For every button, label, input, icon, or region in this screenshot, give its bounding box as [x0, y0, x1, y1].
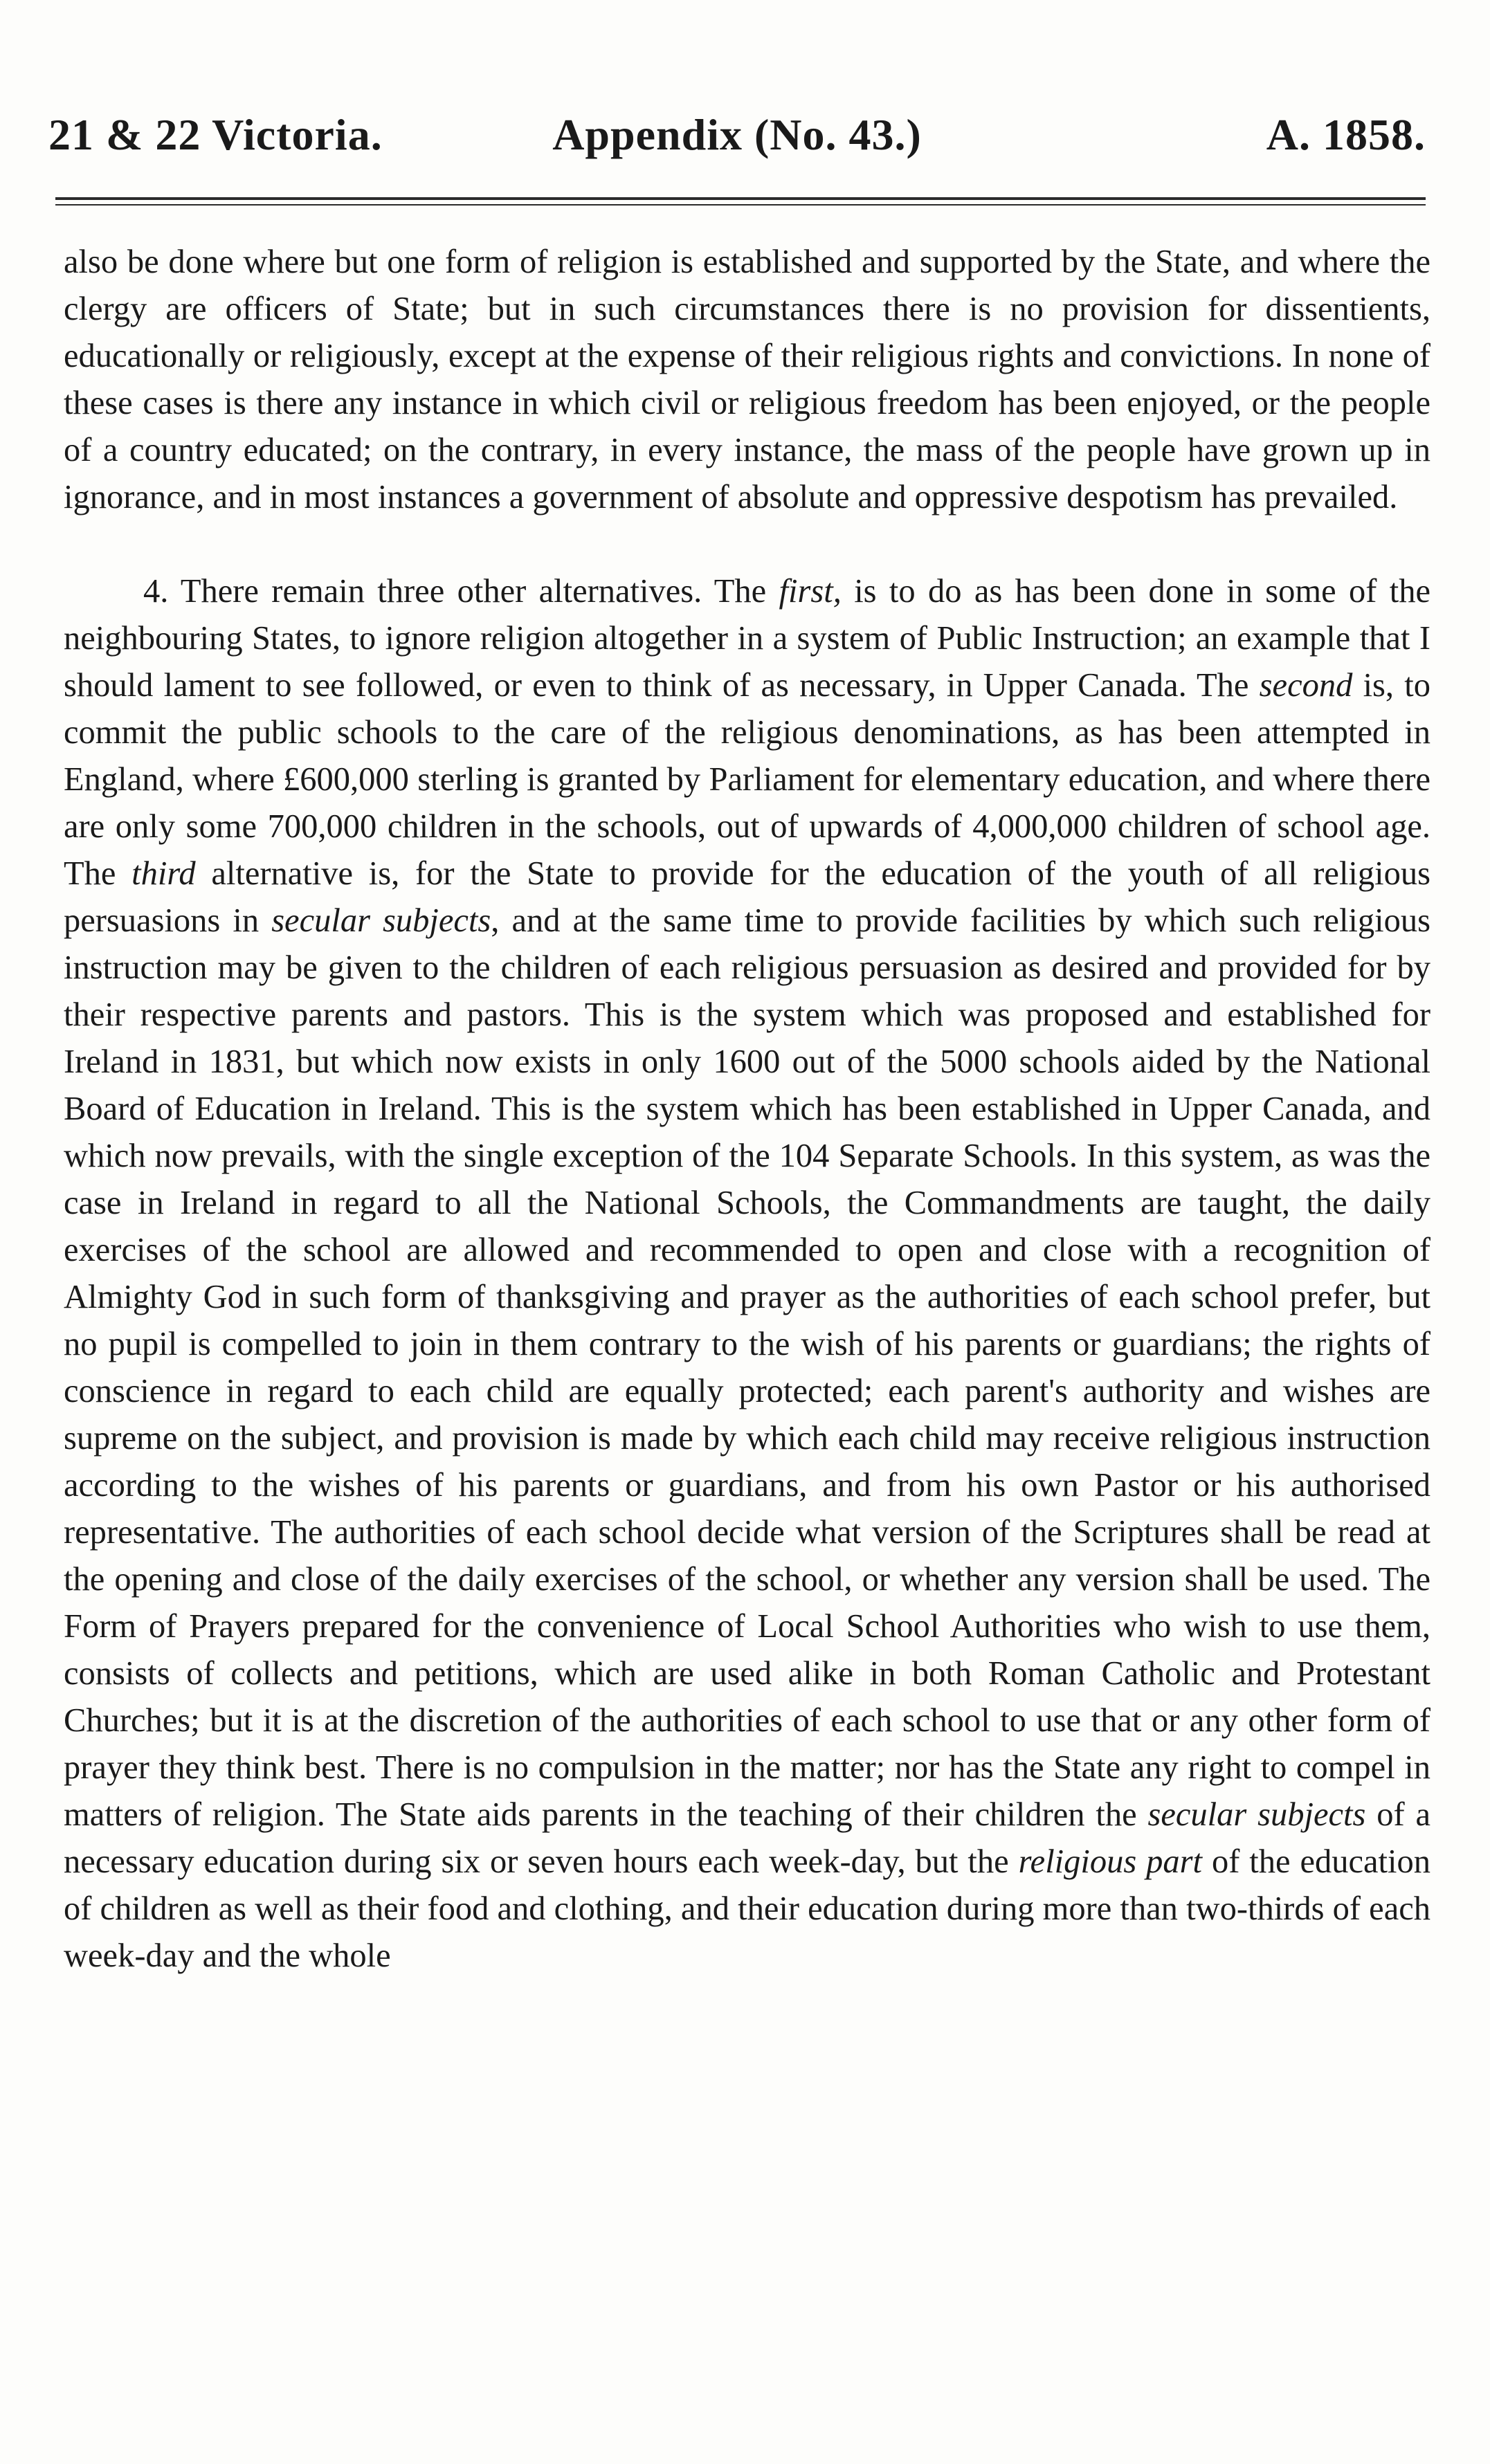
paragraph-alternatives: [64, 568, 1430, 1980]
para2-italic-first: first,: [779, 573, 842, 610]
para2-italic-secular-subjects-2: secular subjects: [1147, 1796, 1366, 1833]
header-rule-thin: [55, 204, 1426, 206]
para2-text-1: 4. There remain three other alternatives. The: [143, 573, 779, 610]
para2-text-3: is, to commit the public schools to the care of the religious denominations, as has been attempted in England, where £600,000 sterling is granted by Parliament for elementary education, and where there are only some 700,000 children in the schools, out of upwards of 4,000,000 children of school age. The: [64, 667, 1430, 892]
header-year: A. 1858.: [1266, 110, 1426, 159]
para2-italic-secular-subjects: secular subjects: [271, 902, 491, 939]
header-rule-thick: [55, 197, 1426, 200]
para2-text-4: alternative is, for the State to provide for the education of the youth of all religious persuasions in: [64, 855, 1430, 939]
para2-text-7: of the education of children as well as their food and clothing, and their education during more than two-thirds of each week-day and the whole: [64, 1843, 1431, 1974]
header-session: 21 & 22 Victoria.: [48, 110, 383, 159]
header-appendix: Appendix (No. 43.): [552, 110, 922, 159]
para2-text-6: of a necessary education during six or seven hours each week-day, but the: [64, 1796, 1430, 1880]
paragraph-continued: also be done where but one form of religion is established and supported by the State, and where the clergy are officers of State; but in such circumstances there is no provision for dissentients, educationally or religiously, except at the expense of their religious rights and convictions. In none of these cases is there any instance in which civil or religious freedom has been enjoyed, or the people of a country educated; on the contrary, in every instance, the mass of the people have grown up in ignorance, and in most instances a government of absolute and oppressive despotism has prevailed.: [64, 244, 1430, 515]
page-header: [48, 104, 1426, 166]
para2-italic-religious-part: religious part: [1018, 1843, 1203, 1880]
para2-text-2: is to do as has been done in some of the neighbouring States, to ignore religion altogether in a system of Public Instruction; an example that I should lament to see followed, or even to think of as necessary, in Upper Canada. The: [64, 573, 1430, 704]
body-text: [64, 239, 1430, 1980]
para2-italic-third: third: [131, 855, 196, 892]
para2-italic-second: second: [1259, 667, 1353, 704]
para2-text-5: , and at the same time to provide facilities by which such religious instruction may be given to the children of each religious persuasion as desired and provided for by their respective parents and pastors. This is the system which was proposed and established for Ireland in 1831, but which now exists in only 1600 out of the 5000 schools aided by the National Board of Education in Ireland. This is the system which has been established in Upper Canada, and which now prevails, with the single exception of the 104 Separate Schools. In this system, as was the case in Ireland in regard to all the National Schools, the Commandments are taught, the daily exercises of the school are allowed and recommended to open and close with a recognition of Almighty God in such form of thanksgiving and prayer as the authorities of each school prefer, but no pupil is compelled to join in them contrary to the wish of his parents or guardians; the rights of conscience in regard to each child are equally protected; each parent's authority and wishes are supreme on the subject, and provision is made by which each child may receive religious instruction according to the wishes of his parents or guardians, and from his own Pastor or his authorised representative. The authorities of each school decide what version of the Scriptures shall be read at the opening and close of the daily exercises of the school, or whether any version shall be used. The Form of Prayers prepared for the convenience of Local School Authorities who wish to use them, consists of collects and petitions, which are used alike in both Roman Catholic and Protestant Churches; but it is at the discretion of the authorities of each school to use that or any other form of prayer they think best. There is no compulsion in the matter; nor has the State any right to compel in matters of religion. The State aids parents in the teaching of their children the: [64, 902, 1430, 1833]
